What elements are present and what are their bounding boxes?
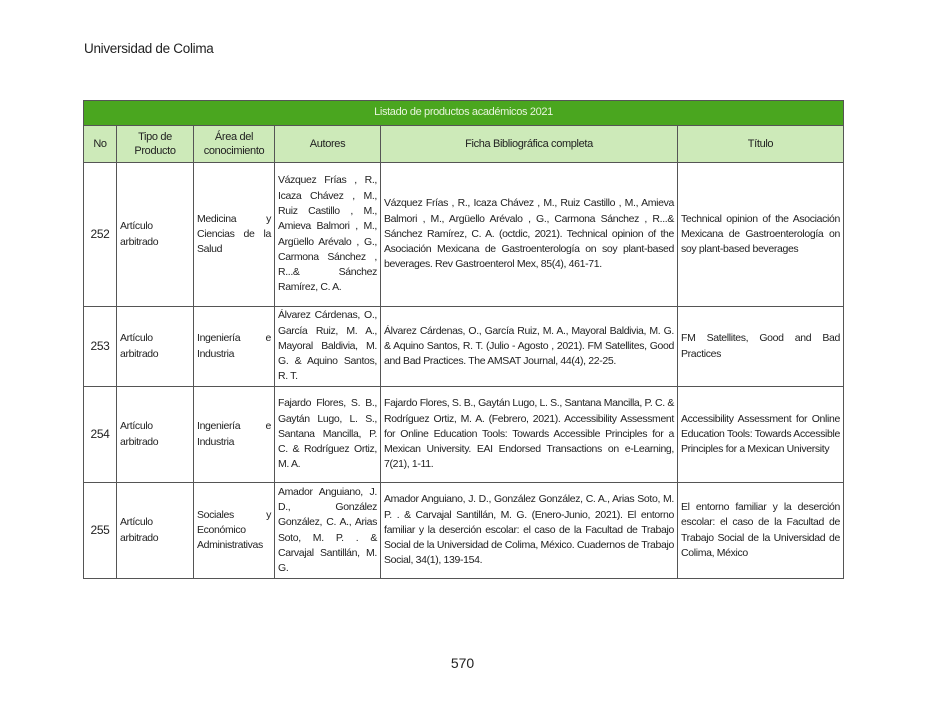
authors: Amador Anguiano, J. D., González González, C. A., Arias Soto, M. P. . & Carvajal Santillán, M. G. <box>275 483 381 579</box>
knowledge-area: Ingeniería e Industria <box>194 387 275 483</box>
product-type: Artículo arbitrado <box>117 387 194 483</box>
page-number: 570 <box>450 655 475 671</box>
table-row <box>84 163 844 307</box>
table-row <box>84 307 844 387</box>
knowledge-area: Ingeniería e Industria <box>194 307 275 387</box>
authors: Álvarez Cárdenas, O., García Ruiz, M. A., Mayoral Baldivia, M. G. & Aquino Santos, R. T. <box>275 307 381 387</box>
bibliographic-record: Vázquez Frías , R., Icaza Chávez , M., Ruiz Castillo , M., Amieva Balmori , M., Argüello Arévalo , G., Carmona Sánchez , R...& Sánchez Ramírez, C. A. (octdic, 2021). Technical opinion of the Asociación Mexicana de Gastroenterología on soy plant-based beverages. Rev Gastroenterol Mex, 85(4), 461-71. <box>381 163 678 307</box>
authors: Fajardo Flores, S. B., Gaytán Lugo, L. S., Santana Mancilla, P. C. & Rodríguez Ortiz, M. A. <box>275 387 381 483</box>
work-title: Technical opinion of the Asociación Mexicana de Gastroenterología on soy plant-based beverages <box>678 163 844 307</box>
column-header-titulo: Título <box>678 126 844 163</box>
product-type: Artículo arbitrado <box>117 163 194 307</box>
column-header-tipo: Tipo de Producto <box>117 126 194 163</box>
knowledge-area: Sociales y Económico Administrativas <box>194 483 275 579</box>
row-number: 252 <box>84 163 117 307</box>
work-title: El entorno familiar y la deserción escolar: el caso de la Facultad de Trabajo Social de la Universidad de Colima, México <box>678 483 844 579</box>
row-number: 253 <box>84 307 117 387</box>
products-table <box>83 100 844 579</box>
authors: Vázquez Frías , R., Icaza Chávez , M., Ruiz Castillo , M., Amieva Balmori , M., Argüello Arévalo , G., Carmona Sánchez , R...& Sánchez Ramírez, C. A. <box>275 163 381 307</box>
row-number: 254 <box>84 387 117 483</box>
column-header-ficha: Ficha Bibliográfica completa <box>381 126 678 163</box>
table-row <box>84 483 844 579</box>
column-header-area: Área del conocimiento <box>194 126 275 163</box>
column-header-autores: Autores <box>275 126 381 163</box>
work-title: Accessibility Assessment for Online Education Tools: Towards Accessible Principles for a Mexican University <box>678 387 844 483</box>
table-row <box>84 387 844 483</box>
bibliographic-record: Álvarez Cárdenas, O., García Ruiz, M. A., Mayoral Baldivia, M. G. & Aquino Santos, R. T. (Julio - Agosto , 2021). FM Satellites, Good and Bad Practices. The AMSAT Journal, 44(4), 22-25. <box>381 307 678 387</box>
knowledge-area: Medicina y Ciencias de la Salud <box>194 163 275 307</box>
bibliographic-record: Amador Anguiano, J. D., González González, C. A., Arias Soto, M. P. . & Carvajal Santillán, M. G. (Enero-Junio, 2021). El entorno familiar y la deserción escolar: el caso de la Facultad de Trabajo Social de la Universidad de Colima, México. Cuadernos de Trabajo Social, 34(1), 139-154. <box>381 483 678 579</box>
bibliographic-record: Fajardo Flores, S. B., Gaytán Lugo, L. S., Santana Mancilla, P. C. & Rodríguez Ortiz, M. A. (Febrero, 2021). Accessibility Assessment for Online Education Tools: Towards Accessible Principles for a Mexican University. EAI Endorsed Transactions on e-Learning, 7(21), 1-11. <box>381 387 678 483</box>
column-header-no: No <box>84 126 117 163</box>
institution-header: Universidad de Colima <box>84 41 214 56</box>
product-type: Artículo arbitrado <box>117 483 194 579</box>
table-title: Listado de productos académicos 2021 <box>84 101 844 126</box>
row-number: 255 <box>84 483 117 579</box>
product-type: Artículo arbitrado <box>117 307 194 387</box>
work-title: FM Satellites, Good and Bad Practices <box>678 307 844 387</box>
